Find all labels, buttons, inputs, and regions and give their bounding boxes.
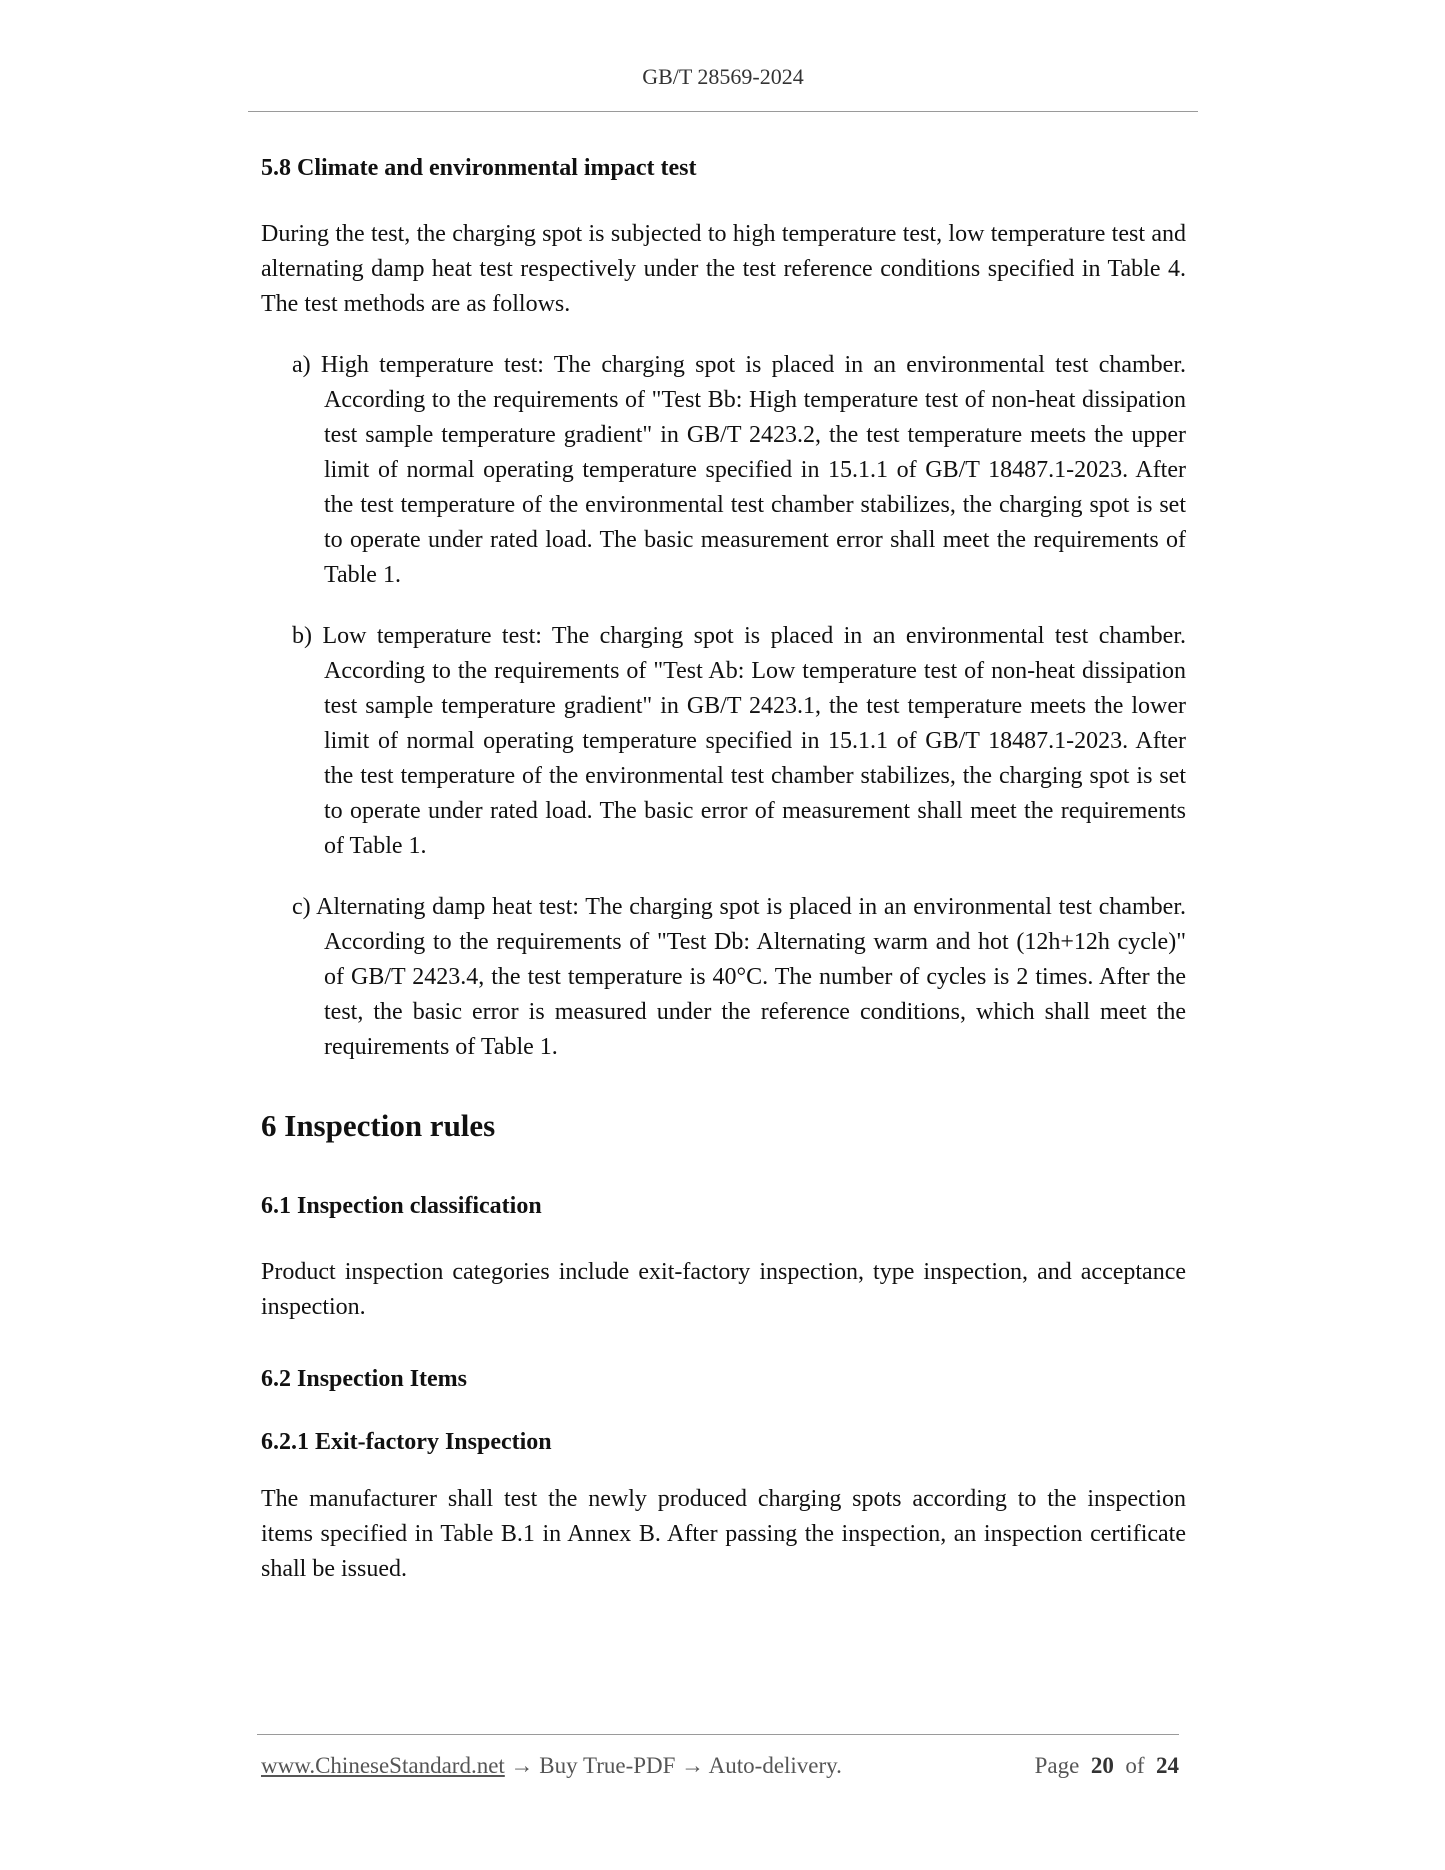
section-6-1-body: Product inspection categories include exit-factory inspection, type inspection, and acceptance inspection. — [261, 1258, 1186, 1320]
list-item-high-temperature-test: a) High temperature test: The charging spot is placed in an environmental test chamber. According to the requirements of "Test Bb: High temperature test of non-heat dissipation test sample temperature gradient" in GB/T 2423.2, the test temperature meets the upper limit of normal operating temperature specified in 15.1.1 of GB/T 18487.1-2023. After the test temperature of the environmental test chamber stabilizes, the charging spot is set to operate under rated load. The basic measurement error shall meet the requirements of Table 1. — [292, 351, 1186, 588]
section-heading-5-8: 5.8 Climate and environmental impact test — [261, 155, 697, 181]
page-footer — [261, 1753, 1179, 1779]
chinesestandard-link[interactable]: www.ChineseStandard.net — [261, 1753, 505, 1778]
list-item-damp-heat-test: c) Alternating damp heat test: The charging spot is placed in an environmental test chamber. According to the requirements of "Test Db: Alternating warm and hot (12h+12h cycle)" of GB/T 2423.4, the test temperature is 40°C. The number of cycles is 2 times. After the test, the basic error is measured under the reference conditions, which shall meet the requirements of Table 1. — [292, 893, 1186, 1060]
section-heading-6-1: 6.1 Inspection classification — [261, 1192, 542, 1219]
of-label: of — [1125, 1753, 1145, 1778]
footer-promo — [261, 1753, 842, 1778]
page-number: 20 — [1090, 1753, 1114, 1778]
page-content — [261, 154, 1186, 1613]
section-6-2-1-body: The manufacturer shall test the newly produced charging spots according to the inspection items specified in Table B.1 in Annex B. After passing the inspection, an inspection certificate shall be issued. — [261, 1486, 1186, 1583]
section-heading-6-2: 6.2 Inspection Items — [261, 1365, 468, 1392]
page-header: GB/T 28569-2024 — [642, 64, 804, 89]
page-label: Page — [1034, 1753, 1080, 1778]
test-methods-list — [261, 348, 1186, 1065]
list-item-low-temperature-test: b) Low temperature test: The charging spot is placed in an environmental test chamber. According to the requirements of "Test Ab: Low temperature test of non-heat dissipation test sample temperature gradient" in GB/T 2423.1, the test temperature meets the lower limit of normal operating temperature specified in 15.1.1 of GB/T 18487.1-2023. After the test temperature of the environmental test chamber stabilizes, the charging spot is set to operate under rated load. The basic error of measurement shall meet the requirements of Table 1. — [292, 622, 1186, 859]
page-indicator — [1035, 1753, 1179, 1779]
footer-tagline: → Buy True-PDF → Auto-delivery. — [504, 1753, 842, 1778]
section-heading-6-2-1: 6.2.1 Exit-factory Inspection — [261, 1428, 552, 1455]
footer-divider — [257, 1734, 1179, 1735]
header-divider — [248, 111, 1198, 112]
chapter-heading-6: 6 Inspection rules — [261, 1107, 496, 1143]
page-total: 24 — [1156, 1753, 1179, 1778]
section-5-8-intro: During the test, the charging spot is subjected to high temperature test, low temperature test and alternating damp heat test respectively under the test reference conditions specified in Table 4. The test methods are as follows. — [261, 220, 1186, 317]
